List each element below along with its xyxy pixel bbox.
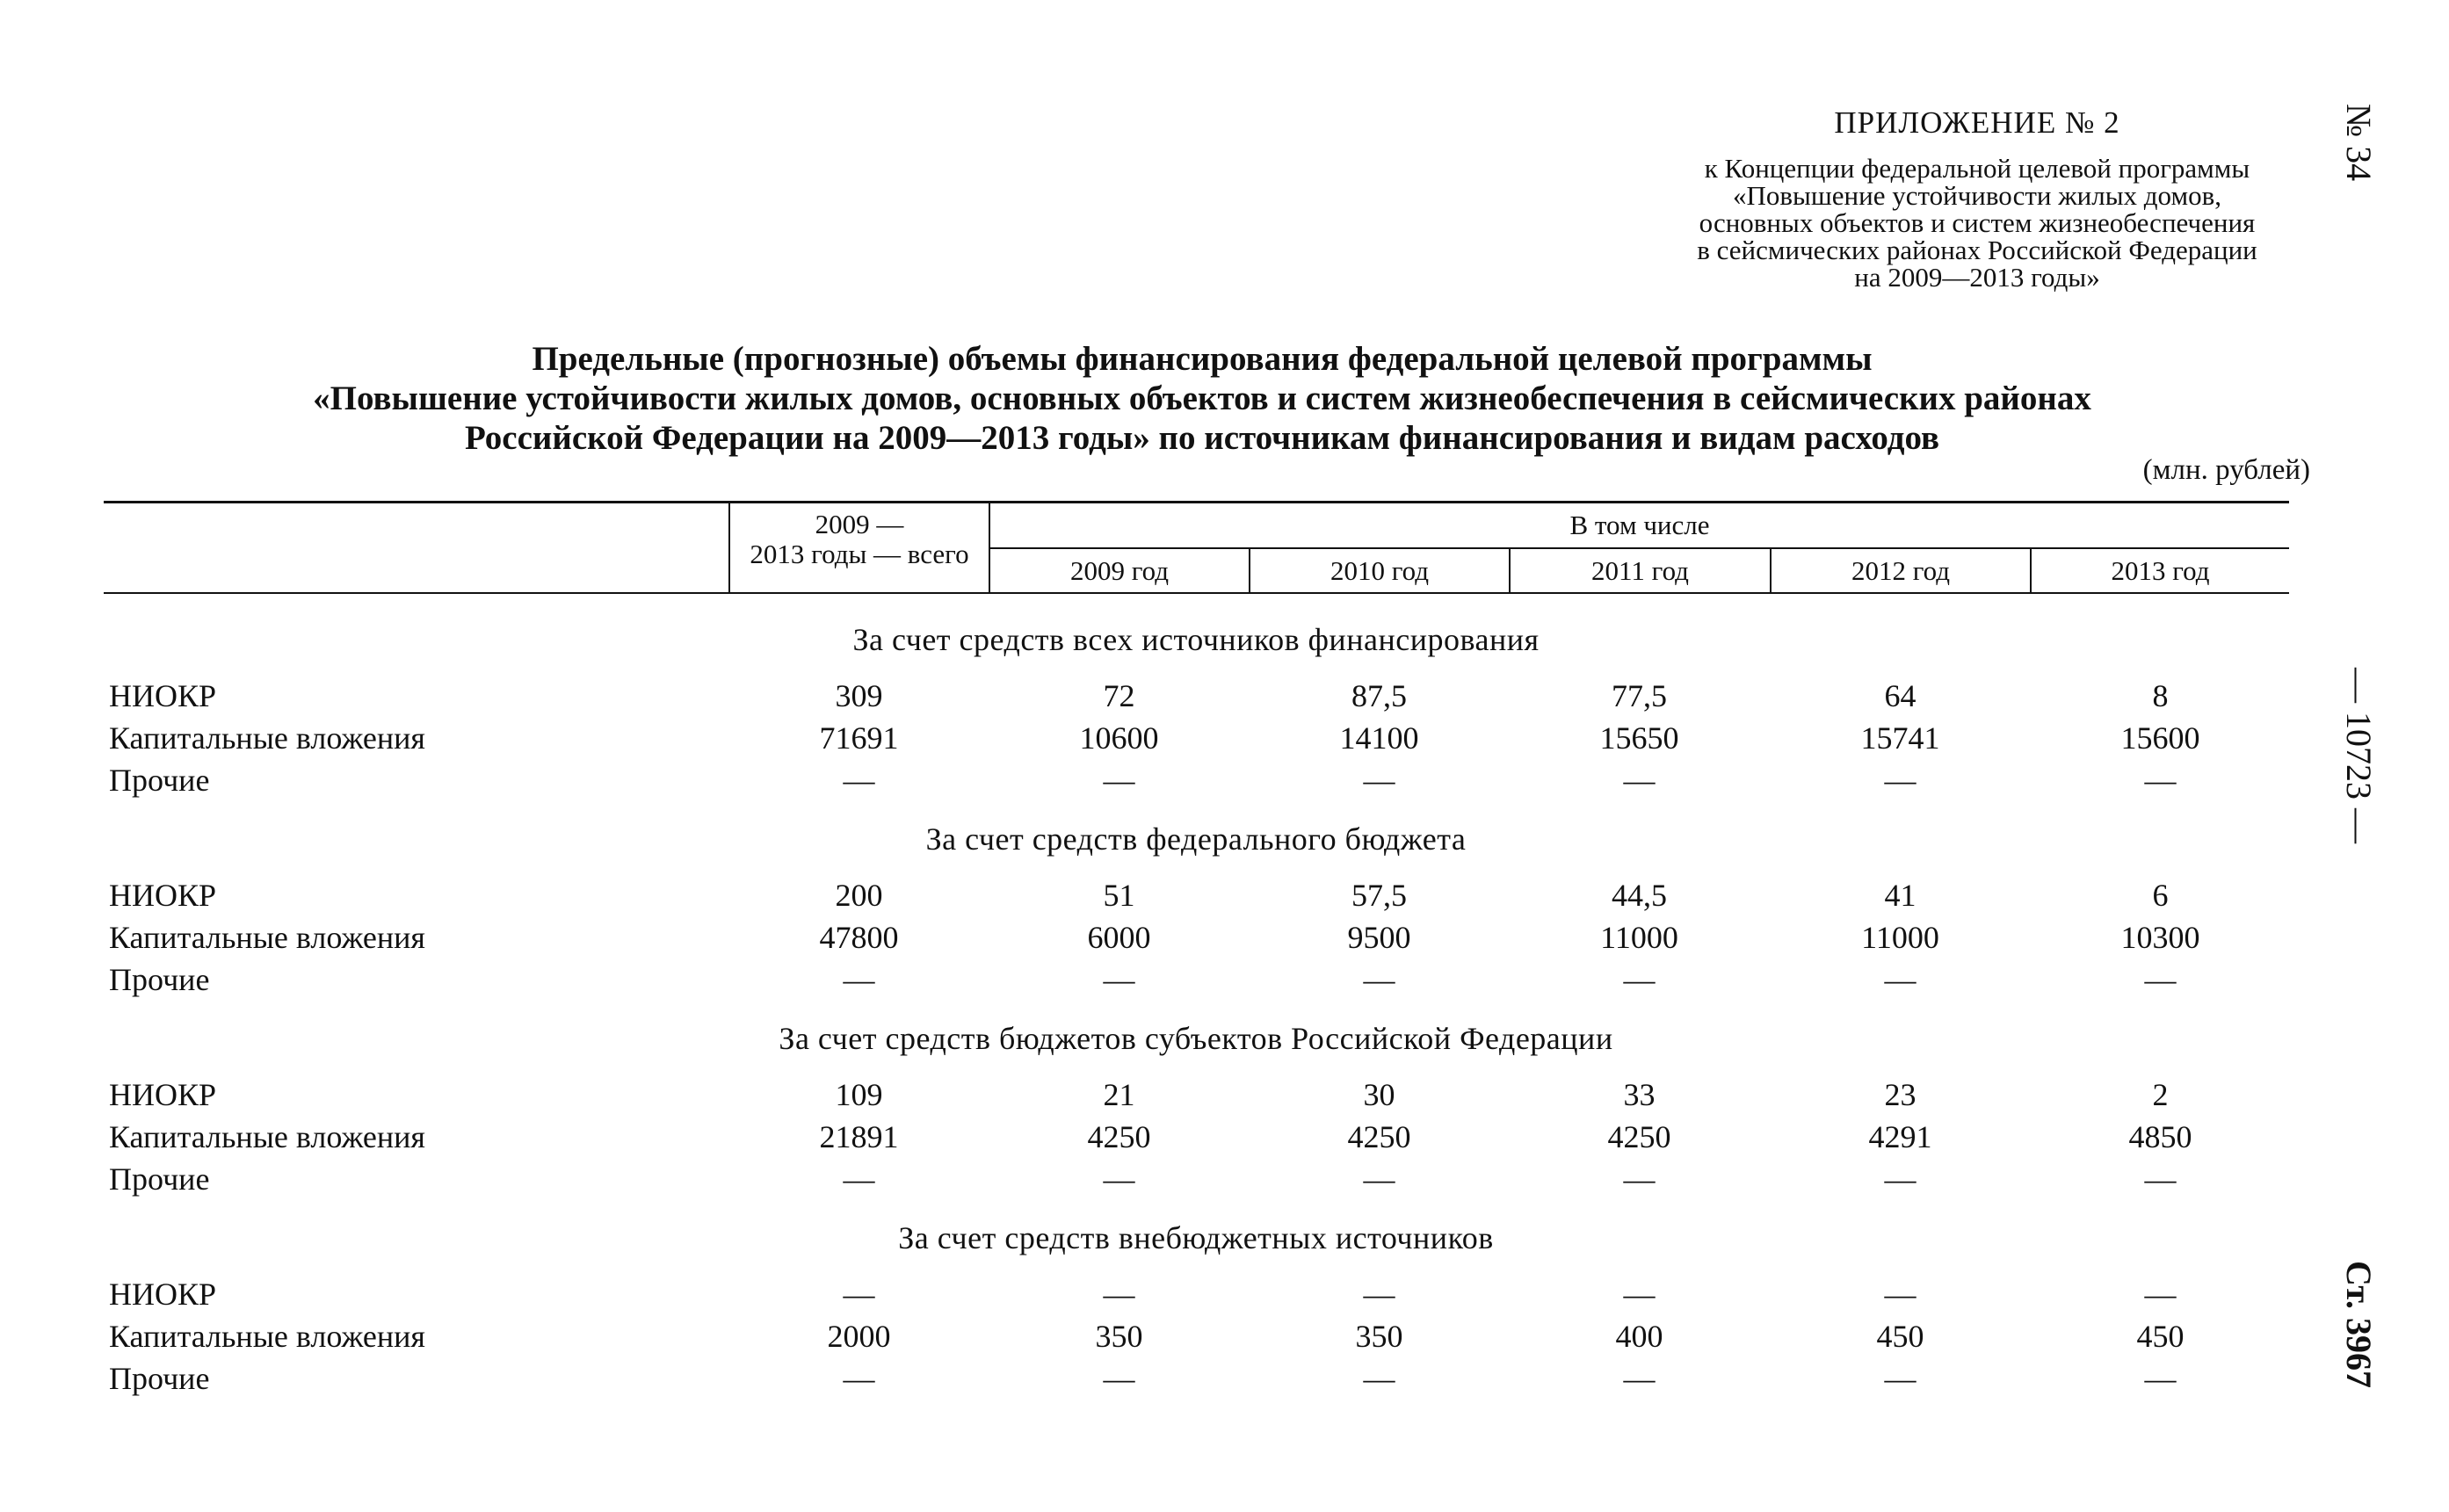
cell-2011: 15650 xyxy=(1599,720,1679,756)
header-year: 2011 год xyxy=(1591,555,1689,586)
table-row xyxy=(0,720,2449,762)
cell-2010: 57,5 xyxy=(1351,878,1407,913)
cell-2009: — xyxy=(1103,1361,1135,1396)
cell-2009: 6000 xyxy=(1087,920,1151,955)
header-including: В том числе xyxy=(1569,510,1710,540)
cell-2012: — xyxy=(1884,1161,1916,1197)
section-title: За счет средств бюджетов субъектов Российской Федерации xyxy=(779,1021,1613,1056)
cell-2009: — xyxy=(1103,1277,1135,1312)
title-line: Российской Федерации на 2009—2013 годы» по источникам финансирования и видам расходов xyxy=(464,419,1940,457)
cell-2011: — xyxy=(1623,1161,1656,1197)
cell-2013: 6 xyxy=(2152,878,2169,913)
cell-2013: 15600 xyxy=(2120,720,2200,756)
section-title: За счет средств всех источников финансирования xyxy=(852,622,1540,657)
row-label: Капитальные вложения xyxy=(109,1319,425,1354)
header-bottom-rule xyxy=(104,592,2289,594)
row-label: Прочие xyxy=(109,1361,210,1396)
cell-2011: 33 xyxy=(1623,1077,1656,1112)
cell-2011: 77,5 xyxy=(1612,678,1667,713)
cell-2010: 4250 xyxy=(1347,1119,1411,1154)
cell-2013: 2 xyxy=(2152,1077,2169,1112)
table-row xyxy=(0,1318,2449,1360)
cell-2010: — xyxy=(1363,1361,1395,1396)
cell-2013: — xyxy=(2144,1277,2177,1312)
cell-total: 71691 xyxy=(819,720,899,756)
cell-2012: 4291 xyxy=(1868,1119,1932,1154)
cell-2012: 64 xyxy=(1884,678,1916,713)
row-label: НИОКР xyxy=(109,878,217,913)
table-row xyxy=(0,1076,2449,1118)
table-row xyxy=(0,1360,2449,1402)
cell-2013: 4850 xyxy=(2128,1119,2192,1154)
cell-2009: — xyxy=(1103,1161,1135,1197)
cell-2011: — xyxy=(1623,1361,1656,1396)
cell-total: 2000 xyxy=(827,1319,891,1354)
cell-2012: — xyxy=(1884,1361,1916,1396)
cell-total: 109 xyxy=(835,1077,883,1112)
cell-2009: 4250 xyxy=(1087,1119,1151,1154)
cell-2010: 14100 xyxy=(1339,720,1419,756)
cell-2012: 15741 xyxy=(1860,720,1940,756)
page-number: — 10723 — xyxy=(2339,668,2379,843)
row-label: НИОКР xyxy=(109,1077,217,1112)
appendix-reference xyxy=(1634,155,2320,291)
appendix-line: «Повышение устойчивости жилых домов, xyxy=(1733,180,2221,211)
cell-2012: — xyxy=(1884,763,1916,798)
appendix-block xyxy=(1634,105,2320,291)
cell-2013: 8 xyxy=(2152,678,2169,713)
cell-2013: 10300 xyxy=(2120,920,2200,955)
cell-2011: 11000 xyxy=(1600,920,1678,955)
cell-2013: — xyxy=(2144,1161,2177,1197)
cell-2011: 400 xyxy=(1615,1319,1663,1354)
section-title: За счет средств внебюджетных источников xyxy=(898,1220,1494,1255)
table-row xyxy=(0,1276,2449,1318)
cell-2010: 350 xyxy=(1355,1319,1403,1354)
title-line: «Повышение устойчивости жилых домов, основных объектов и систем жизнеобеспечения в сейсмических районах xyxy=(313,380,2091,417)
cell-2012: — xyxy=(1884,962,1916,997)
cell-2010: — xyxy=(1363,1161,1395,1197)
appendix-number: ПРИЛОЖЕНИЕ № 2 xyxy=(1834,105,2120,140)
header-year: 2010 год xyxy=(1330,555,1430,586)
cell-total: 47800 xyxy=(819,920,899,955)
cell-2013: — xyxy=(2144,962,2177,997)
cell-2010: 87,5 xyxy=(1351,678,1407,713)
cell-total: — xyxy=(843,1161,875,1197)
cell-2011: — xyxy=(1623,1277,1656,1312)
cell-total: 309 xyxy=(835,678,883,713)
cell-total: — xyxy=(843,763,875,798)
title-line: Предельные (прогнозные) объемы финансирования федеральной целевой программы xyxy=(532,340,1873,378)
section-title: За счет средств федерального бюджета xyxy=(925,821,1467,857)
header-year: 2013 год xyxy=(2111,555,2210,586)
header-total-line: 2009 — xyxy=(815,509,904,539)
cell-2012: 41 xyxy=(1884,878,1916,913)
cell-2010: — xyxy=(1363,763,1395,798)
appendix-line: к Концепции федеральной целевой программы xyxy=(1704,153,2250,184)
appendix-line: в сейсмических районах Российской Федерации xyxy=(1697,235,2257,265)
issue-number: № 34 xyxy=(2339,104,2379,182)
cell-2012: 11000 xyxy=(1861,920,1939,955)
cell-total: 200 xyxy=(835,878,883,913)
header-total-line: 2013 годы — всего xyxy=(750,539,969,569)
row-label: Капитальные вложения xyxy=(109,1119,425,1154)
table-row xyxy=(0,677,2449,720)
cell-2010: 30 xyxy=(1363,1077,1395,1112)
table-row xyxy=(0,762,2449,804)
row-label: НИОКР xyxy=(109,678,217,713)
cell-2010: 9500 xyxy=(1347,920,1411,955)
table-row xyxy=(0,1118,2449,1161)
table-row xyxy=(0,961,2449,1003)
cell-2012: 450 xyxy=(1876,1319,1924,1354)
cell-2009: 10600 xyxy=(1079,720,1159,756)
cell-total: 21891 xyxy=(819,1119,899,1154)
table-row xyxy=(0,877,2449,919)
row-label: НИОКР xyxy=(109,1277,217,1312)
appendix-line: основных объектов и систем жизнеобеспечения xyxy=(1699,207,2256,238)
cell-2011: 44,5 xyxy=(1612,878,1667,913)
cell-total: — xyxy=(843,962,875,997)
row-label: Прочие xyxy=(109,1161,210,1197)
cell-2009: 350 xyxy=(1095,1319,1143,1354)
header-sub-rule xyxy=(989,547,2289,549)
cell-2013: — xyxy=(2144,763,2177,798)
appendix-line: на 2009—2013 годы» xyxy=(1854,262,2100,293)
cell-2011: 4250 xyxy=(1607,1119,1671,1154)
row-label: Прочие xyxy=(109,763,210,798)
cell-2009: 21 xyxy=(1103,1077,1135,1112)
header-year: 2009 год xyxy=(1069,555,1170,586)
cell-2009: 72 xyxy=(1103,678,1135,713)
table-top-rule xyxy=(104,501,2289,503)
cell-2009: 51 xyxy=(1103,878,1135,913)
units-note: (млн. рублей) xyxy=(2142,454,2310,486)
document-title xyxy=(104,339,2300,458)
header-total xyxy=(730,510,989,569)
cell-2011: — xyxy=(1623,962,1656,997)
table-row xyxy=(0,919,2449,961)
cell-2010: — xyxy=(1363,962,1395,997)
cell-2011: — xyxy=(1623,763,1656,798)
table-row xyxy=(0,1161,2449,1203)
row-label: Капитальные вложения xyxy=(109,920,425,955)
cell-2012: 23 xyxy=(1884,1077,1916,1112)
cell-total: — xyxy=(843,1361,875,1396)
cell-2013: — xyxy=(2144,1361,2177,1396)
row-label: Прочие xyxy=(109,962,210,997)
cell-2010: — xyxy=(1363,1277,1395,1312)
article-number: Ст. 3967 xyxy=(2339,1261,2379,1388)
cell-2009: — xyxy=(1103,962,1135,997)
cell-2013: 450 xyxy=(2136,1319,2185,1354)
row-label: Капитальные вложения xyxy=(109,720,425,756)
header-year: 2012 год xyxy=(1851,555,1951,586)
cell-2012: — xyxy=(1884,1277,1916,1312)
cell-total: — xyxy=(843,1277,875,1312)
cell-2009: — xyxy=(1103,763,1135,798)
